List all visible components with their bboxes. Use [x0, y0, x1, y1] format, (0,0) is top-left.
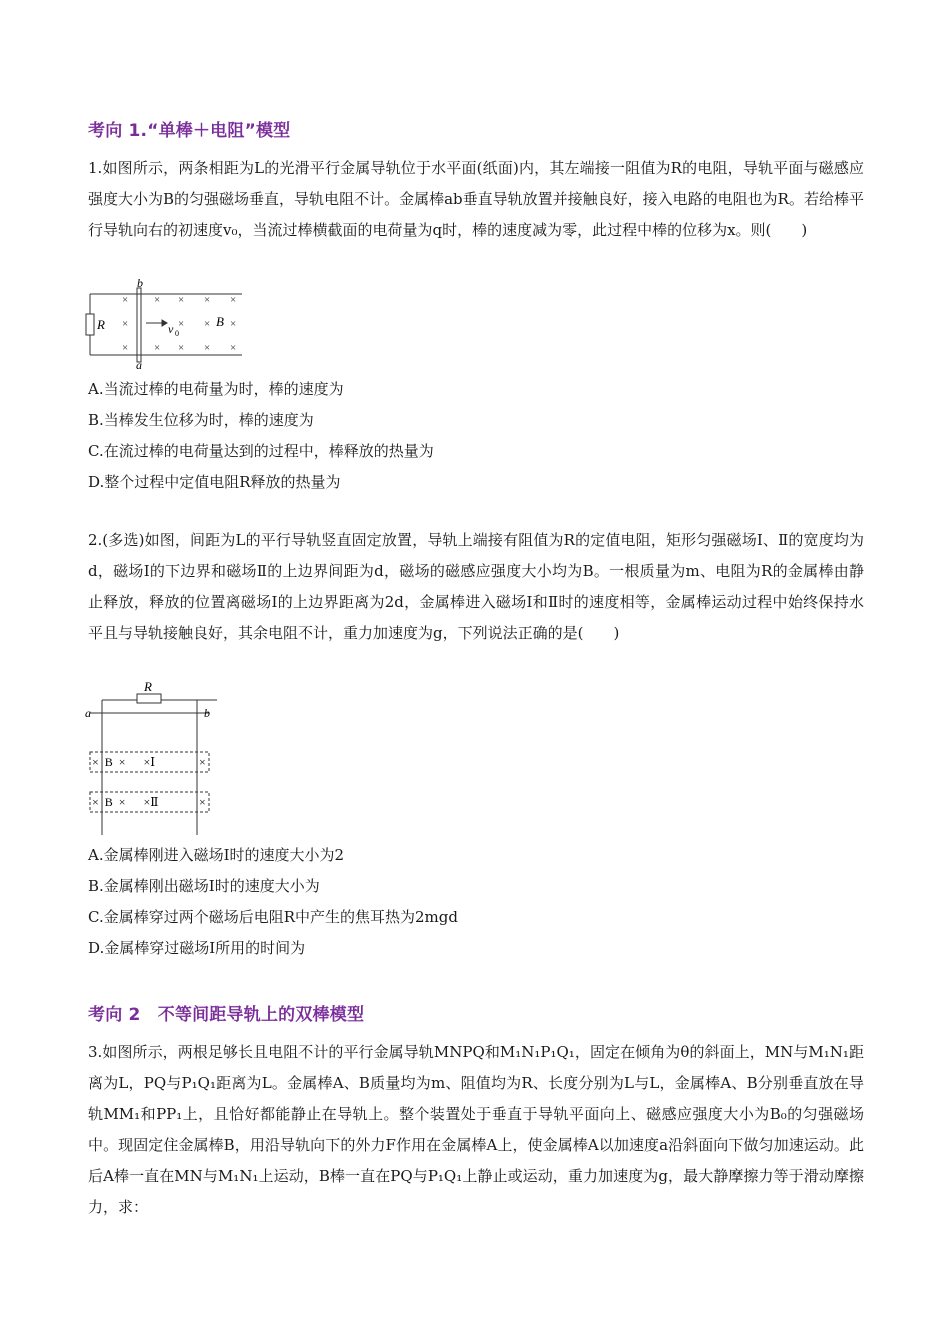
figure-1-label-v-sub: 0 [175, 329, 179, 338]
question-1-option-c: C.在流过棒的电荷量达到的过程中，棒释放的热量为 [88, 442, 434, 460]
figure-2-label-R: R [144, 680, 152, 694]
figure-1-label-R: R [97, 317, 105, 332]
figure-1-label-b: b [137, 278, 143, 290]
question-2-option-d: D.金属棒穿过磁场Ⅰ所用的时间为 [88, 939, 306, 957]
figure-1-label-v: v [168, 322, 174, 336]
cross: × [122, 294, 129, 306]
cross: × [122, 318, 129, 330]
question-1-option-d: D.整个过程中定值电阻R释放的热量为 [88, 473, 341, 491]
figure-2-zone-2-edge-cross: × [199, 795, 206, 809]
question-2-option-a: A.金属棒刚进入磁场Ⅰ时的速度大小为2 [88, 846, 345, 864]
figure-2-label-a: a [85, 706, 91, 720]
cross: × [122, 342, 129, 354]
figure-2-zone-1-edge-cross: × [199, 755, 206, 769]
figure-2-label-b: b [204, 706, 210, 720]
figure-1-circuit [84, 278, 249, 370]
question-3-text: 3.如图所示，两根足够长且电阻不计的平行金属导轨MNPQ和M₁N₁P₁Q₁，固定在倾角为θ的斜面上，MN与M₁N₁距离为L，PQ与P₁Q₁距离为L。金属棒A、B质量均为m、阻值均为R、长度分别为L与L，金属棒A、B分别垂直放在导轨MM₁和PP₁上，且恰好都能静止在导轨上。整个装置处于垂直于导轨平面向上、磁感应强度大小为B₀的匀强磁场中。现固定住金属棒B，用沿导轨向下的外力F作用在金属棒A上，使金属棒A以加速度a沿斜面向下做匀加速运动。此后A棒一直在MN与M₁N₁上运动，B棒一直在PQ与P₁Q₁上静止或运动，重力加速度为g，最大静摩擦力等于滑动摩擦力，求： [88, 1043, 864, 1216]
cross: × [230, 318, 237, 330]
cross: × [178, 318, 185, 330]
section-heading-1: 考向 1.“单棒＋电阻”模型 [88, 121, 291, 141]
figure-2-circuit [82, 680, 217, 838]
figure-2-zone-1: × B × ×Ⅰ [92, 755, 156, 769]
question-2-option-c: C.金属棒穿过两个磁场后电阻R中产生的焦耳热为2mgd [88, 908, 458, 926]
question-2-option-b: B.金属棒刚出磁场Ⅰ时的速度大小为 [88, 877, 320, 895]
figure-2-zone-2: × B × ×Ⅱ [92, 795, 159, 809]
section-heading-2: 考向 2 不等间距导轨上的双棒模型 [88, 1005, 365, 1025]
question-1-option-b: B.当棒发生位移为时，棒的速度为 [88, 411, 314, 429]
cross: × [154, 294, 161, 306]
cross: × [178, 294, 185, 306]
figure-1-label-B: B [216, 314, 224, 329]
question-1-text: 1.如图所示，两条相距为L的光滑平行金属导轨位于水平面(纸面)内，其左端接一阻值为R的电阻，导轨平面与磁感应强度大小为B的匀强磁场垂直，导轨电阻不计。金属棒ab垂直导轨放置并接触良好，接入电路的电阻也为R。若给棒平行导轨向右的初速度v₀，当流过棒横截面的电荷量为q时，棒的速度减为零，此过程中棒的位移为x。则( ) [88, 159, 864, 239]
cross: × [154, 342, 161, 354]
cross: × [230, 342, 237, 354]
cross: × [204, 318, 211, 330]
cross: × [230, 294, 237, 306]
cross: × [178, 342, 185, 354]
question-2-text: 2.(多选)如图，间距为L的平行导轨竖直固定放置，导轨上端接有阻值为R的定值电阻，矩形匀强磁场Ⅰ、Ⅱ的宽度均为d，磁场Ⅰ的下边界和磁场Ⅱ的上边界间距为d，磁场的磁感应强度大小均为B。一根质量为m、电阻为R的金属棒由静止释放，释放的位置离磁场Ⅰ的上边界距离为2d，金属棒进入磁场Ⅰ和Ⅱ时的速度相等，金属棒运动过程中始终保持水平且与导轨接触良好，其余电阻不计，重力加速度为g，下列说法正确的是( ) [88, 531, 864, 642]
cross: × [204, 294, 211, 306]
question-1-option-a: A.当流过棒的电荷量为时，棒的速度为 [88, 380, 344, 398]
figure-1-label-a: a [136, 358, 142, 370]
cross: × [204, 342, 211, 354]
